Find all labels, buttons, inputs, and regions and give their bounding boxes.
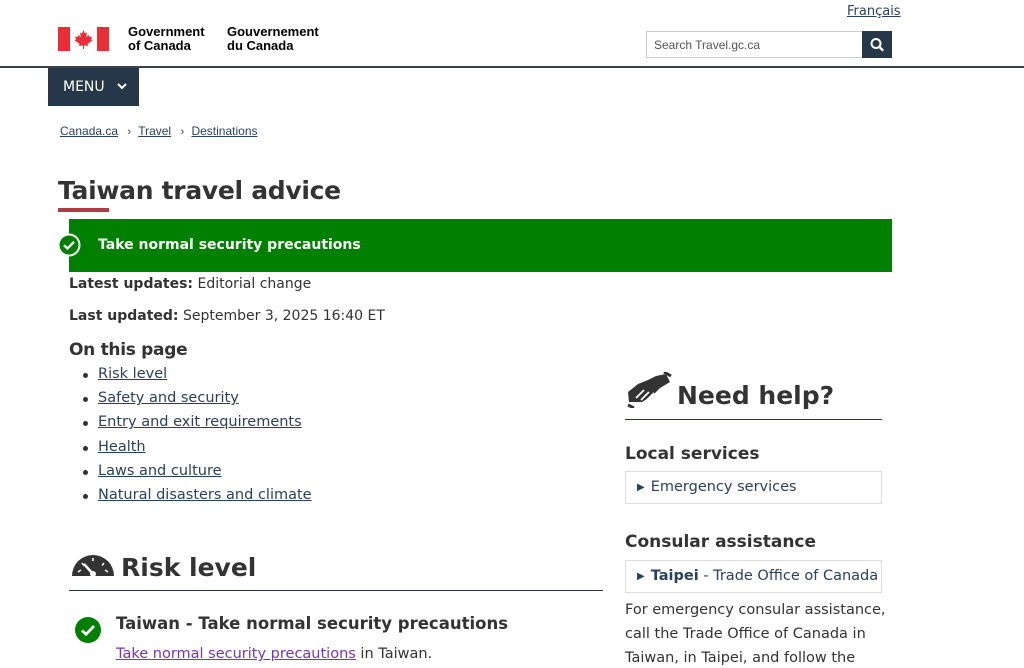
risk-level-heading: Risk level bbox=[121, 553, 257, 582]
need-help-heading: Need help? bbox=[677, 381, 835, 410]
toc-link-laws[interactable]: Laws and culture bbox=[98, 462, 222, 479]
signature-en-line1: Government bbox=[128, 24, 205, 39]
on-this-page-heading: On this page bbox=[69, 340, 188, 360]
emergency-services-expander[interactable] bbox=[625, 471, 882, 504]
latest-updates-label: Latest updates: bbox=[69, 276, 194, 292]
last-updated-value: September 3, 2025 16:40 ET bbox=[183, 308, 385, 324]
risk-level-rule bbox=[69, 590, 603, 591]
list-item bbox=[80, 463, 312, 487]
list-item bbox=[80, 366, 312, 390]
header-rule bbox=[0, 66, 1024, 68]
latest-updates-value: Editorial change bbox=[197, 276, 312, 292]
signature-fr-line2: du Canada bbox=[227, 38, 294, 53]
latest-updates bbox=[69, 276, 311, 292]
signature-en-line2: of Canada bbox=[128, 38, 191, 53]
list-item bbox=[80, 439, 312, 463]
search-icon bbox=[862, 31, 892, 58]
list-item bbox=[80, 390, 312, 414]
risk-level-suffix: in Taiwan. bbox=[355, 646, 433, 662]
last-updated-label: Last updated: bbox=[69, 308, 179, 324]
language-toggle-link[interactable]: Français bbox=[847, 4, 901, 19]
canada-flag-icon bbox=[58, 27, 109, 51]
title-underline bbox=[58, 208, 109, 212]
chevron-right-icon: › bbox=[180, 126, 185, 138]
need-help-rule bbox=[625, 419, 882, 420]
signature-english bbox=[128, 25, 205, 53]
caret-right-icon: ▶ bbox=[637, 482, 645, 493]
menu-label: MENU bbox=[63, 79, 105, 95]
menu-button[interactable] bbox=[48, 68, 139, 106]
breadcrumb bbox=[60, 124, 258, 138]
toc-link-entry-exit[interactable]: Entry and exit requirements bbox=[98, 414, 302, 431]
local-services-heading: Local services bbox=[625, 444, 760, 464]
search-button[interactable] bbox=[862, 31, 892, 58]
chevron-down-icon bbox=[117, 82, 127, 90]
handshake-icon bbox=[626, 372, 672, 408]
signature-fr-line1: Gouvernement bbox=[227, 24, 319, 39]
emergency-services-label: Emergency services bbox=[650, 479, 797, 495]
list-item bbox=[80, 414, 312, 438]
risk-level-subheading: Taiwan - Take normal security precautions bbox=[116, 614, 509, 633]
breadcrumb-travel[interactable]: Travel bbox=[138, 124, 172, 138]
breadcrumb-canada[interactable]: Canada.ca bbox=[60, 124, 119, 138]
consular-paragraph: For emergency consular assistance, call the Trade Office of Canada in Taiwan, in Taipei, and follow the bbox=[625, 602, 886, 666]
check-circle-icon bbox=[57, 233, 81, 257]
toc-link-safety[interactable]: Safety and security bbox=[98, 390, 239, 407]
gauge-icon bbox=[70, 552, 116, 578]
last-updated bbox=[69, 308, 385, 324]
chevron-right-icon: › bbox=[127, 126, 132, 138]
office-city: Taipei bbox=[650, 568, 699, 584]
toc-link-natural-disasters[interactable]: Natural disasters and climate bbox=[98, 486, 312, 503]
on-this-page-list bbox=[80, 366, 312, 511]
risk-level-link[interactable]: Take normal security precautions bbox=[116, 646, 356, 662]
breadcrumb-destinations[interactable]: Destinations bbox=[191, 124, 258, 138]
list-item bbox=[80, 487, 312, 511]
trade-office-expander[interactable] bbox=[625, 560, 882, 593]
consular-assistance-heading: Consular assistance bbox=[625, 532, 817, 552]
signature-french bbox=[227, 25, 319, 53]
search-input[interactable]: Search Travel.gc.ca bbox=[646, 31, 863, 58]
advisory-text: Take normal security precautions bbox=[98, 237, 361, 253]
caret-right-icon: ▶ bbox=[637, 571, 645, 582]
office-name: - Trade Office of Canada bbox=[698, 568, 879, 584]
toc-link-health[interactable]: Health bbox=[98, 438, 146, 455]
check-circle-icon bbox=[74, 616, 102, 644]
risk-level-statement bbox=[116, 646, 432, 662]
toc-link-risk-level[interactable]: Risk level bbox=[98, 366, 168, 382]
page-title: Taiwan travel advice bbox=[58, 176, 341, 205]
